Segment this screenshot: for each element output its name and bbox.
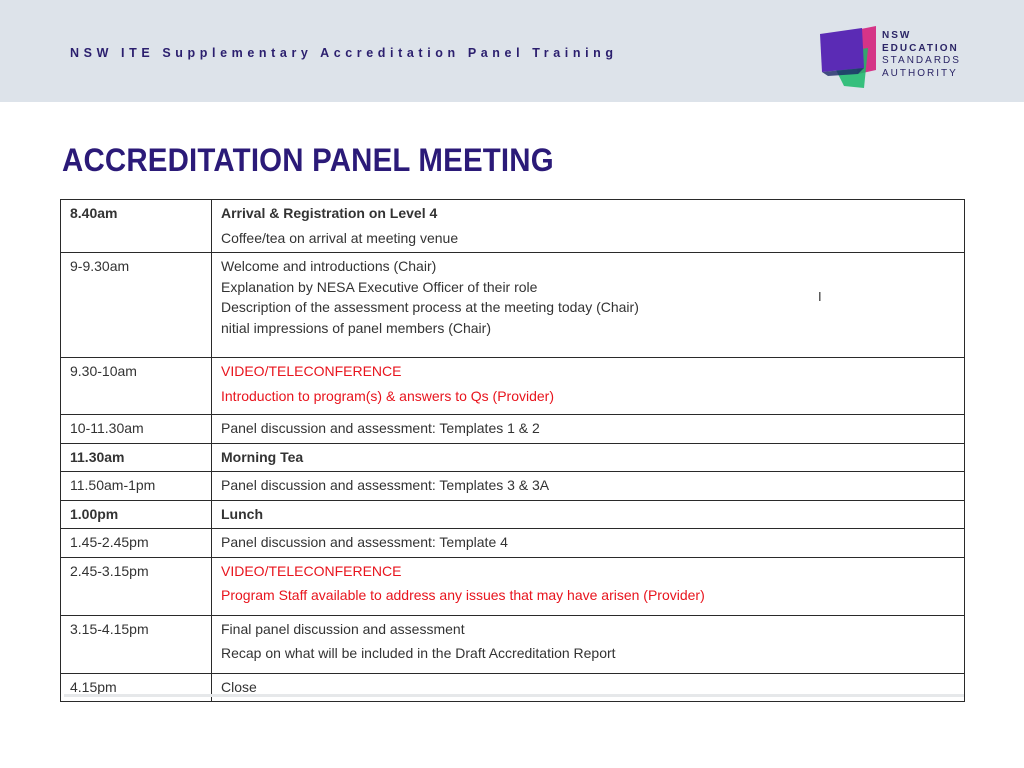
- row-activity: [212, 615, 965, 673]
- row-activity: [212, 200, 965, 253]
- row-time: 8.40am: [61, 200, 212, 253]
- row-time: 1.00pm: [61, 500, 212, 529]
- header-title: NSW ITE Supplementary Accreditation Panel Training: [70, 46, 618, 60]
- activity-line: Panel discussion and assessment: Templates 1 & 2: [221, 420, 540, 436]
- row-time: 3.15-4.15pm: [61, 615, 212, 673]
- schedule-table: [60, 199, 965, 702]
- activity-line: Description of the assessment process at the meeting today (Chair): [221, 299, 639, 315]
- activity-line: Final panel discussion and assessment: [221, 620, 465, 637]
- row-activity: [212, 253, 965, 358]
- row-activity: [212, 472, 965, 501]
- row-time: 11.30am: [61, 443, 212, 472]
- row-activity: [212, 415, 965, 444]
- table-row: [61, 200, 965, 253]
- row-time: 9.30-10am: [61, 358, 212, 415]
- row-time: 4.15pm: [61, 673, 212, 702]
- activity-line: nitial impressions of panel members (Chair): [221, 319, 491, 336]
- table-row: [61, 500, 965, 529]
- table-row: [61, 615, 965, 673]
- activity-line: Lunch: [221, 505, 263, 522]
- row-activity: [212, 673, 965, 702]
- row-time: 1.45-2.45pm: [61, 529, 212, 558]
- logo-line-nsw: NSW: [882, 30, 912, 41]
- row-time: 10-11.30am: [61, 415, 212, 444]
- table-row: [61, 472, 965, 501]
- activity-line: Morning Tea: [221, 448, 304, 465]
- row-time: 11.50am-1pm: [61, 472, 212, 501]
- activity-line-highlight: Program Staff available to address any issues that may have arisen (Provider): [221, 587, 705, 603]
- logo-line-authority: AUTHORITY: [882, 67, 958, 79]
- row-activity: [212, 358, 965, 415]
- row-time: 9-9.30am: [61, 253, 212, 358]
- activity-line: Close: [221, 678, 257, 695]
- activity-line: Panel discussion and assessment: Templates 3 & 3A: [221, 477, 550, 493]
- row-activity: [212, 557, 965, 615]
- footer-divider: [64, 694, 964, 697]
- activity-line: Panel discussion and assessment: Template 4: [221, 534, 508, 550]
- header-band: [0, 0, 1024, 102]
- activity-line-highlight: VIDEO/TELECONFERENCE: [221, 363, 402, 379]
- activity-line: Welcome and introductions (Chair): [221, 258, 437, 274]
- table-row: [61, 673, 965, 702]
- nesa-logo: [818, 24, 978, 90]
- activity-line-highlight: VIDEO/TELECONFERENCE: [221, 562, 402, 579]
- activity-line: Arrival & Registration on Level 4: [221, 205, 438, 221]
- activity-line-highlight: Introduction to program(s) & answers to Qs (Provider): [221, 387, 555, 404]
- row-activity: [212, 529, 965, 558]
- row-time: 2.45-3.15pm: [61, 557, 212, 615]
- stray-character: I: [818, 289, 822, 304]
- table-row: [61, 557, 965, 615]
- activity-line: Recap on what will be included in the Draft Accreditation Report: [221, 645, 616, 661]
- table-row: [61, 253, 965, 358]
- table-row: [61, 443, 965, 472]
- nesa-logo-icon: [818, 24, 880, 90]
- table-row: [61, 529, 965, 558]
- logo-line-education: EDUCATION: [882, 42, 959, 54]
- row-activity: [212, 443, 965, 472]
- table-row: [61, 358, 965, 415]
- logo-line-standards: STANDARDS: [882, 55, 961, 66]
- table-row: [61, 415, 965, 444]
- activity-line: Explanation by NESA Executive Officer of their role: [221, 278, 538, 295]
- page-title: ACCREDITATION PANEL MEETING: [62, 142, 554, 178]
- nesa-logo-text: [882, 30, 961, 80]
- row-activity: [212, 500, 965, 529]
- activity-line: Coffee/tea on arrival at meeting venue: [221, 229, 459, 246]
